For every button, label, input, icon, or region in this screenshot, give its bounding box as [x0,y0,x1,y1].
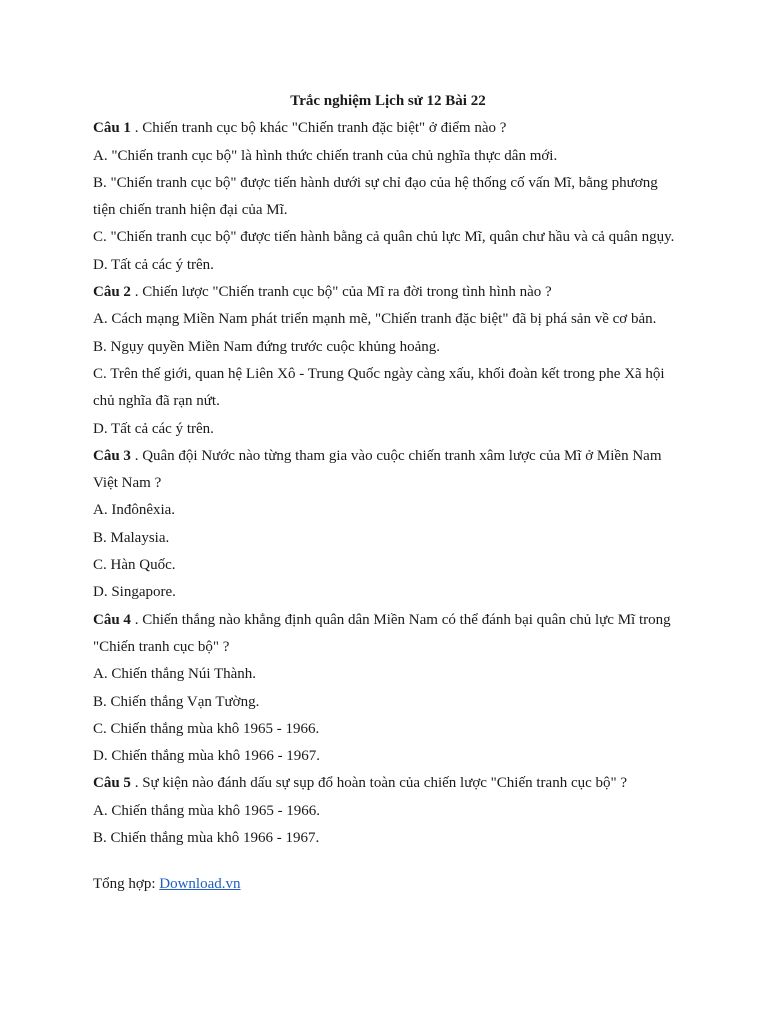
question-2-option-a: A. Cách mạng Miền Nam phát triển mạnh mẽ, "Chiến tranh đặc biệt" đã bị phá sản về cơ bản. [93,311,657,328]
document-page [93,88,683,899]
question-1-option-a: A. "Chiến tranh cục bộ" là hình thức chiến tranh của chủ nghĩa thực dân mới. [93,147,558,164]
question-4-option-c: C. Chiến thắng mùa khô 1965 - 1966. [93,720,320,737]
question-2 [93,279,683,443]
question-1-option-c: C. "Chiến tranh cục bộ" được tiến hành bằng cả quân chủ lực Mĩ, quân chư hầu và cả quân ngụy. [93,229,675,246]
question-1-stem [93,115,683,142]
question-4-option-b: B. Chiến thắng Vạn Tường. [93,693,260,710]
question-5-option-b: B. Chiến thắng mùa khô 1966 - 1967. [93,830,320,847]
question-1-option-d: D. Tất cả các ý trên. [93,256,214,273]
question-1-label: Câu 1 [93,120,131,137]
question-3-option-c: C. Hàn Quốc. [93,557,176,574]
question-3-label: Câu 3 [93,447,131,464]
page-title: Trắc nghiệm Lịch sử 12 Bài 22 [290,93,486,109]
question-2-option-d: D. Tất cả các ý trên. [93,420,214,437]
footer-source [93,871,683,898]
question-5-stem [93,770,683,797]
question-3-option-b: B. Malaysia. [93,529,170,546]
question-5-option-a: A. Chiến thắng mùa khô 1965 - 1966. [93,802,321,819]
footer-prefix: Tổng hợp: [93,876,160,893]
question-4-text: . Chiến thắng nào khẳng định quân dân Miền Nam có thể đánh bại quân chủ lực Mĩ trong "Chiến tranh cục bộ" ? [93,611,671,655]
question-2-label: Câu 2 [93,284,131,301]
download-vn-link[interactable]: Download.vn [159,876,241,893]
question-3 [93,443,683,607]
question-2-option-c: C. Trên thế giới, quan hệ Liên Xô - Trung Quốc ngày càng xấu, khối đoàn kết trong phe Xã hội chủ nghĩa đã rạn nứt. [93,365,665,410]
question-2-stem [93,279,683,306]
question-2-text: . Chiến lược "Chiến tranh cục bộ" của Mĩ ra đời trong tình hình nào ? [130,284,552,301]
question-1-text: . Chiến tranh cục bộ khác "Chiến tranh đặc biệt" ở điểm nào ? [130,120,507,137]
question-3-option-a: A. Inđônêxia. [93,502,176,519]
question-3-text: . Quân đội Nước nào từng tham gia vào cuộc chiến tranh xâm lược của Mĩ ở Miền Nam Việt Nam ? [93,447,662,492]
question-4-option-d: D. Chiến thắng mùa khô 1966 - 1967. [93,748,321,765]
question-1-option-b: B. "Chiến tranh cục bộ" được tiến hành dưới sự chỉ đạo của hệ thống cố vấn Mĩ, bằng phương tiện chiến tranh hiện đại của Mĩ. [93,174,658,219]
question-3-stem [93,443,683,498]
question-5-label: Câu 5 [93,775,131,792]
question-5 [93,770,683,852]
question-4-label: Câu 4 [93,611,131,628]
question-5-text: . Sự kiện nào đánh dấu sự sụp đổ hoàn toàn của chiến lược "Chiến tranh cục bộ" ? [130,775,628,792]
question-4-stem [93,607,683,662]
question-2-option-b: B. Ngụy quyền Miền Nam đứng trước cuộc khủng hoảng. [93,338,441,355]
question-3-option-d: D. Singapore. [93,584,176,601]
question-1 [93,115,683,279]
question-4-option-a: A. Chiến thắng Núi Thành. [93,666,257,683]
question-4 [93,607,683,771]
